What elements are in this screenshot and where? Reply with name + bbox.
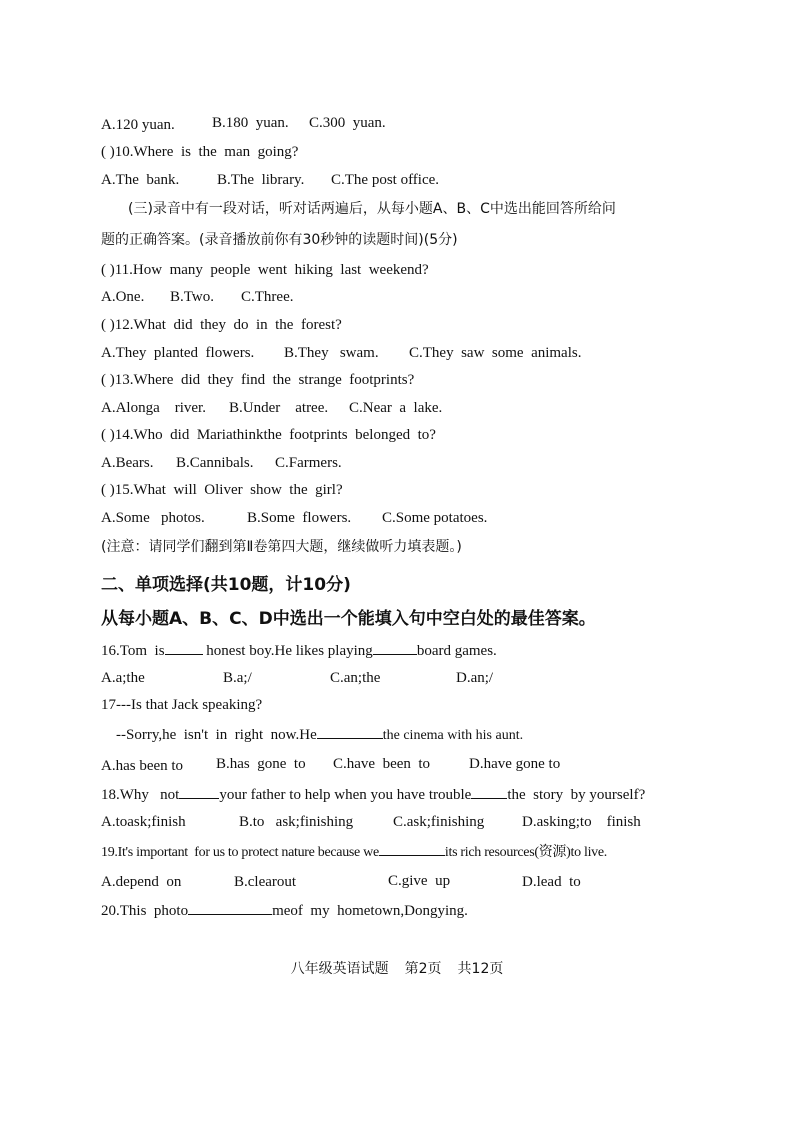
q12-option-b: B.They swam.	[284, 345, 379, 361]
q19-option-c: C.give up	[388, 873, 451, 889]
q20-stem	[101, 901, 468, 920]
q20-part2: meof my hometown,Dongying.	[272, 903, 468, 919]
q18-part3: the story by yourself?	[507, 787, 646, 803]
q16-part2: honest boy.He likes playing	[202, 643, 373, 659]
q13-option-a: A.Alonga river.	[101, 400, 206, 416]
q16-blank1	[165, 641, 203, 655]
q14-option-c: C.Farmers.	[275, 455, 342, 471]
q17-blank	[317, 725, 383, 739]
q14-option-b: B.Cannibals.	[176, 455, 254, 471]
q19-part2: its rich resources(资源)to live.	[444, 845, 607, 860]
q18-option-d: D.asking;to finish	[522, 814, 641, 830]
q12-option-a: A.They planted flowers.	[101, 345, 255, 361]
q17-line2	[116, 725, 523, 745]
q16-stem	[101, 641, 497, 660]
q11-option-b: B.Two.	[170, 289, 214, 305]
q16-part1: 16.Tom is	[101, 643, 165, 659]
q19-option-d: D.lead to	[522, 874, 581, 890]
q16-option-d: D.an;/	[456, 670, 494, 686]
q19-part1: 19.It's important for us to protect nature because we	[101, 845, 379, 860]
q11-stem: ( )11.How many people went hiking last weekend?	[101, 262, 429, 278]
q18-option-a: A.toask;finish	[101, 814, 186, 830]
q11-option-a: A.One.	[101, 289, 145, 305]
section3-instruction-line1: (三)录音中有一段对话，听对话两遍后，从每小题A、B、C中选出能回答所给问	[128, 201, 616, 217]
q9-option-b: B.180 yuan.	[212, 115, 289, 131]
q14-option-a: A.Bears.	[101, 455, 154, 471]
q18-blank2	[471, 785, 507, 799]
q13-option-c: C.Near a lake.	[349, 400, 443, 416]
q10-option-c: C.The post office.	[331, 172, 440, 188]
q19-option-b: B.clearout	[234, 874, 297, 890]
footer-total: 共12页	[457, 961, 504, 977]
page-footer	[0, 958, 794, 978]
q10-stem: ( )10.Where is the man going?	[101, 144, 299, 160]
part2-instruction: 从每小题A、B、C、D中选出一个能填入句中空白处的最佳答案。	[101, 609, 596, 629]
footer-title: 八年级英语试题	[290, 961, 389, 977]
q15-stem: ( )15.What will Oliver show the girl?	[101, 482, 343, 498]
q19-blank	[379, 842, 445, 856]
q15-option-a: A.Some photos.	[101, 510, 205, 526]
footer-page: 第2页	[404, 961, 442, 977]
q16-option-c: C.an;the	[330, 670, 381, 686]
q18-stem	[101, 785, 645, 804]
q13-stem: ( )13.Where did they find the strange footprints?	[101, 372, 415, 388]
q11-option-c: C.Three.	[241, 289, 294, 305]
q17-line1: 17---Is that Jack speaking?	[101, 697, 263, 713]
q17-option-c: C.have been to	[333, 756, 431, 772]
q17-option-a: A.has been to	[101, 758, 184, 774]
q16-part3: board games.	[416, 643, 497, 659]
q18-option-b: B.to ask;finishing	[239, 814, 354, 830]
q18-part1: 18.Why not	[101, 787, 180, 803]
q14-stem: ( )14.Who did Mariathinkthe footprints belonged to?	[101, 427, 436, 443]
q20-part1: 20.This photo	[101, 903, 189, 919]
q17-option-b: B.has gone to	[216, 756, 306, 772]
q17-part1: --Sorry,he isn't in right now.He	[116, 727, 317, 743]
q18-part2: your father to help when you have trouble	[219, 787, 472, 803]
q19-option-a: A.depend on	[101, 874, 182, 890]
q17-part2: the cinema with his aunt.	[382, 728, 524, 743]
q10-option-a: A.The bank.	[101, 172, 180, 188]
q16-option-a: A.a;the	[101, 670, 145, 686]
q17-option-d: D.have gone to	[469, 756, 561, 772]
part2-title: 二、单项选择(共10题，计10分)	[101, 575, 351, 595]
q9-option-c: C.300 yuan.	[309, 115, 386, 131]
q12-stem: ( )12.What did they do in the forest?	[101, 317, 342, 333]
q13-option-b: B.Under atree.	[229, 400, 329, 416]
q16-blank2	[373, 641, 417, 655]
section3-instruction-line2: 题的正确答案。(录音播放前你有30秒钟的读题时间)(5分)	[101, 232, 458, 248]
q16-option-b: B.a;/	[223, 670, 252, 686]
q20-blank	[188, 901, 272, 915]
q12-option-c: C.They saw some animals.	[409, 345, 582, 361]
listening-note: (注意：请同学们翻到第Ⅱ卷第四大题，继续做听力填表题。)	[101, 539, 462, 555]
q18-blank1	[179, 785, 219, 799]
q10-option-b: B.The library.	[217, 172, 305, 188]
q15-option-c: C.Some potatoes.	[382, 510, 488, 526]
q18-option-c: C.ask;finishing	[393, 814, 485, 830]
q15-option-b: B.Some flowers.	[247, 510, 352, 526]
q19-stem	[101, 842, 607, 862]
q9-option-a: A.120 yuan.	[101, 117, 175, 133]
